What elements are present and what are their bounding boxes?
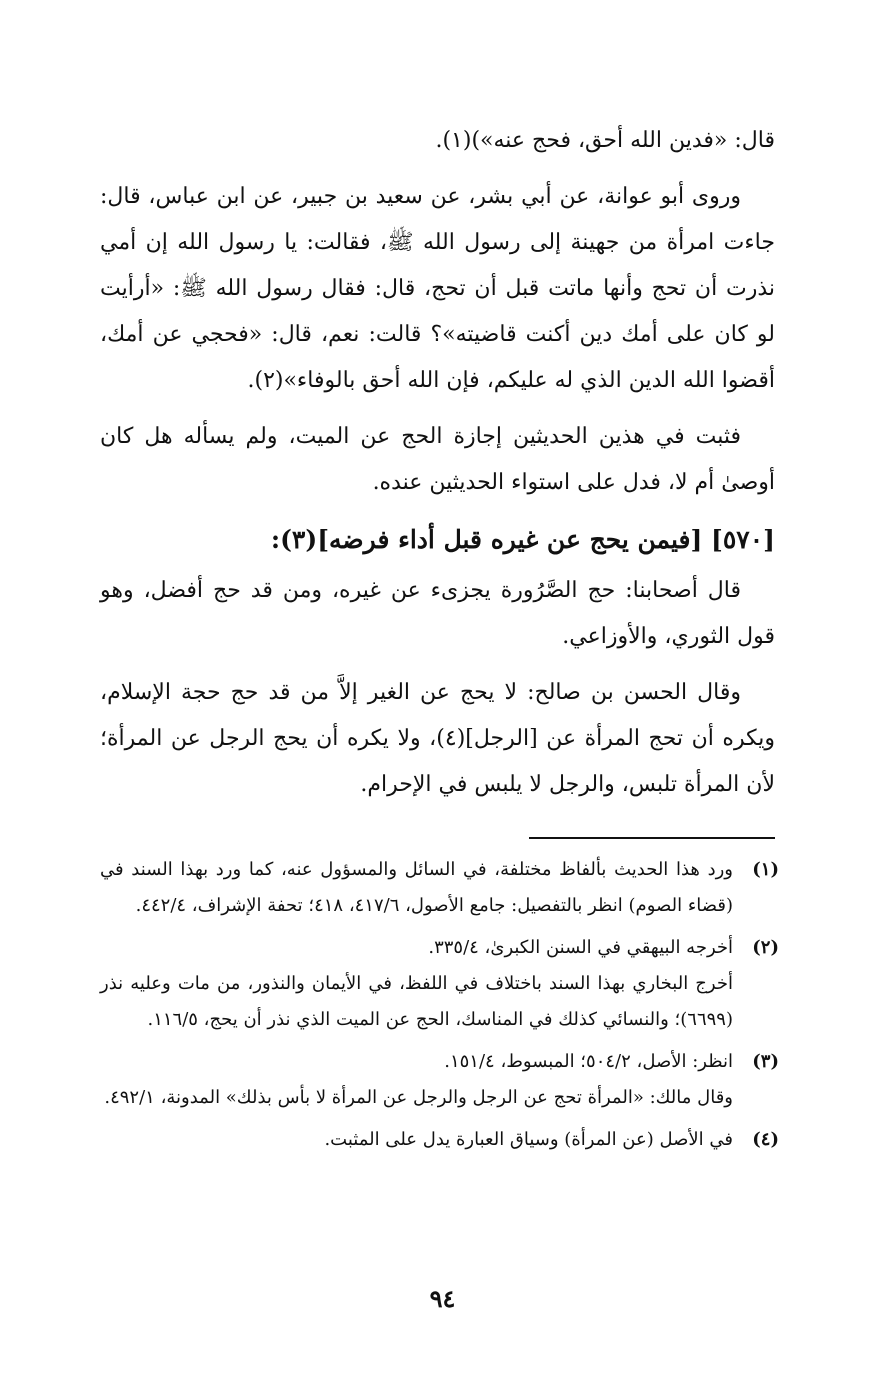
footnote-extra-text: وقال مالك: «المرأة تحج عن الرجل والرجل عن المرأة لا بأس بذلك» المدونة، ٤٩٢/١. <box>104 1087 733 1108</box>
main-text <box>100 118 775 818</box>
footnote-text: في الأصل (عن المرأة) وسياق العبارة يدل على المثبت. <box>324 1129 733 1150</box>
paragraph-1: قال: «فدين الله أحق، فحج عنه»)(١). <box>435 128 775 153</box>
footnote-1 <box>100 852 779 924</box>
footnote-number: (٣) <box>752 1051 779 1072</box>
footnote-2 <box>100 930 779 1038</box>
footnotes <box>100 852 779 1164</box>
paragraph-2: وروى أبو عوانة، عن أبي بشر، عن سعيد بن جبير، عن ابن عباس، قال: جاءت امرأة من جهينة إلى رسول الله ﷺ، فقالت: يا رسول الله إن أمي نذرت أن تحج وأنها ماتت قبل أن تحج، قال: فقال رسول الله ﷺ: «أرأيت لو كان على أمك دين أكنت قاضيته»؟ قالت: نعم، قال: «فحجي عن أمك، أقضوا الله الدين الذي له عليكم، فإن الله أحق بالوفاء»(٢). <box>100 184 775 393</box>
section-heading: [٥٧٠] [فيمن يحج عن غيره قبل أداء فرضه](٣): <box>270 525 775 554</box>
footnote-number: (٢) <box>752 937 779 958</box>
footnote-number: (٤) <box>752 1129 779 1150</box>
footnote-text: ورد هذا الحديث بألفاظ مختلفة، في السائل والمسؤول عنه، كما ورد بهذا السند في (قضاء الصوم) انظر بالتفصيل: جامع الأصول، ٤١٧/٦، ٤١٨؛ تحفة الإشراف، ٤٤٢/٤. <box>100 859 733 916</box>
paragraph-5: وقال الحسن بن صالح: لا يحج عن الغير إلاَّ من قد حج حجة الإسلام، ويكره أن تحج المرأة عن [الرجل](٤)، ولا يكره أن يحج الرجل عن المرأة؛ لأن المرأة تلبس، والرجل لا يلبس في الإحرام. <box>100 680 775 797</box>
footnote-extra-text: أخرج البخاري بهذا السند باختلاف في اللفظ، في الأيمان والنذور، من مات وعليه نذر (٦٦٩٩)؛ والنسائي كذلك في المناسك، الحج عن الميت الذي نذر أن يحج، ١١٦/٥. <box>100 973 733 1030</box>
footnote-number: (١) <box>752 859 779 880</box>
paragraph-3: فثبت في هذين الحديثين إجازة الحج عن الميت، ولم يسأله هل كان أوصىٰ أم لا، فدل على استواء الحديثين عنده. <box>100 424 775 495</box>
footnote-text: أخرجه البيهقي في السنن الكبرىٰ، ٣٣٥/٤. <box>428 937 733 958</box>
footnote-4 <box>100 1122 779 1158</box>
footnote-text: انظر: الأصل، ٥٠٤/٢؛ المبسوط، ١٥١/٤. <box>444 1051 733 1072</box>
footnote-3 <box>100 1044 779 1116</box>
paragraph-4: قال أصحابنا: حج الصَّرُورة يجزىء عن غيره، ومن قد حج أفضل، وهو قول الثوري، والأوزاعي. <box>100 578 775 649</box>
footnote-divider <box>529 837 775 839</box>
page-number: ٩٤ <box>429 1284 456 1313</box>
